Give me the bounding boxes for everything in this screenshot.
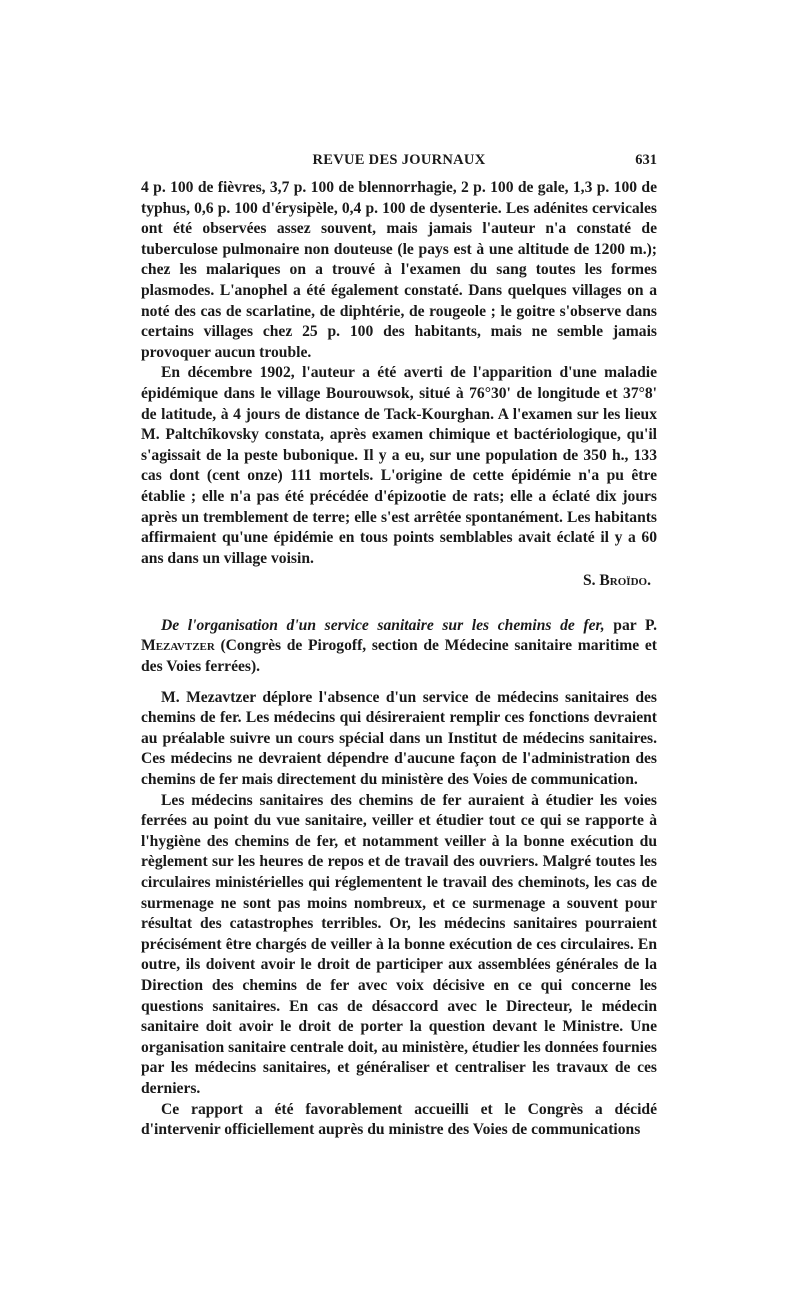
running-title: REVUE DES JOURNAUX bbox=[312, 152, 486, 168]
article-heading bbox=[141, 616, 657, 678]
spacer bbox=[141, 678, 657, 688]
page-number: 631 bbox=[635, 152, 657, 168]
article-author: P. Mezavtzer bbox=[141, 616, 658, 655]
paragraph: Ce rapport a été favorablement accueilli et le Congrès a décidé d'intervenir officiellement auprès du ministre des Voies de communications bbox=[141, 1100, 657, 1139]
article-source: (Congrès de Pirogoff, section de Médecine sanitaire maritime et des Voies ferrées). bbox=[141, 637, 657, 676]
paragraph: M. Mezavtzer déplore l'absence d'un service de médecins sanitaires des chemins de fer. Les médecins qui désireraient remplir ces fonctions devraient au préalable suivre un cours spécial dans un Institut de médecins sanitaires. Ces médecins ne devraient dépendre d'aucune façon de l'administration des chemins de fer mais directement du ministère des Voies de communication. bbox=[141, 688, 657, 789]
author-signature: S. Broïdo. bbox=[582, 572, 651, 590]
paragraph: Les médecins sanitaires des chemins de fer auraient à étudier les voies ferrées au point du vue sanitaire, veiller et étudier tout ce qui se rapporte à l'hygiène des chemins de fer, et notamment veiller à la bonne exécution du règlement sur les heures de repos et de travail des ouvriers. Malgré toutes les circulaires ministérielles qui réglementent le travail des cheminots, les cas de surmenage ne sont pas moins nombreux, et ce surmenage a souvent pour résultat des catastrophes terribles. Or, les médecins sanitaires pourraient précisément être chargés de veiller à la bonne exécution de ces circulaires. En outre, ils doivent avoir le droit de participer aux assemblées générales de la Direction des chemins de fer avec voix décisive en ce qui concerne les questions sanitaires. En cas de désaccord avec le Directeur, le médecin sanitaire doit avoir le droit de porter la question devant le Ministre. Une organisation sanitaire centrale doit, au ministère, étudier les données fournies par les médecins sanitaires, et généraliser et centraliser les travaux de ces derniers. bbox=[141, 791, 657, 1097]
article-plague-report bbox=[141, 178, 657, 592]
article-title: De l'organisation d'un service sanitaire sur les chemins de fer, bbox=[161, 616, 605, 634]
journal-page bbox=[141, 150, 657, 1141]
running-header bbox=[141, 150, 657, 174]
article-railway-sanitary-service bbox=[141, 616, 657, 1141]
paragraph: En décembre 1902, l'auteur a été averti de l'apparition d'une maladie épidémique dans le village Bourouwsok, situé à 76°30' de longitude et 37°8' de latitude, à 4 jours de distance de Tack-Kourghan. A l'examen sur les lieux M. Paltchîkovsky constata, après examen chimique et bactériologique, qu'il s'agissait de la peste bubonique. Il y a eu, sur une population de 350 h., 133 cas dont (cent onze) 111 mortels. L'origine de cette épidémie n'a pu être établie ; elle n'a pas été précédée d'épizootie de rats; elle a éclaté dix jours après un tremblement de terre; elle s'est arrêtée spontanément. Les habitants affirmaient qu'une épidémie en tous points semblables avait éclaté il y a 60 ans dans un village voisin. bbox=[141, 364, 657, 567]
article-by: par bbox=[604, 616, 646, 634]
paragraph: 4 p. 100 de fièvres, 3,7 p. 100 de blennorrhagie, 2 p. 100 de gale, 1,3 p. 100 de typhus, 0,6 p. 100 d'érysipèle, 0,4 p. 100 de dysenterie. Les adénites cervicales ont été observées assez souvent, mais jamais l'auteur n'a constaté de tuberculose pulmonaire non douteuse (le pays est à une altitude de 1200 m.); chez les malariques on a trouvé à l'examen du sang toutes les formes plasmodes. L'anophel a été également constaté. Dans quelques villages on a noté des cas de scarlatine, de diphtérie, de rougeole ; le goitre s'observe dans certains villages chez 25 p. 100 des habitants, mais ne semble jamais provoquer aucun trouble. bbox=[141, 179, 657, 361]
